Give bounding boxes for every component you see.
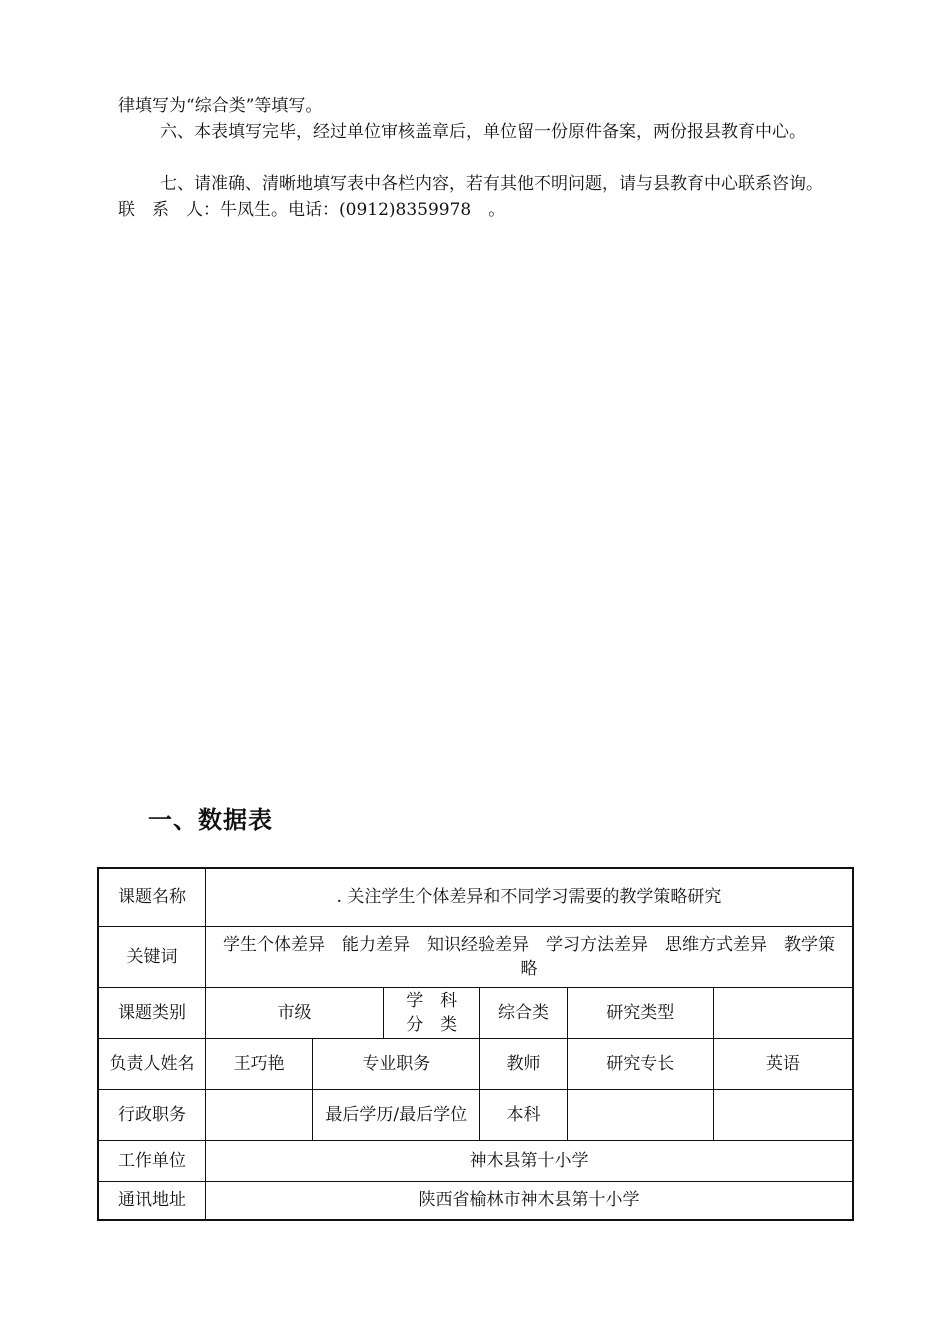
data-table — [97, 867, 854, 1221]
table-row-keywords — [98, 926, 853, 987]
leader-label: 负责人姓名 — [98, 1038, 205, 1089]
table-row-workplace — [98, 1140, 853, 1181]
keywords-value: 学生个体差异 能力差异 知识经验差异 学习方法差异 思维方式差异 教学策略 — [205, 926, 853, 987]
title-label: 专业职务 — [313, 1038, 480, 1089]
topic-value: . 关注学生个体差异和不同学习需要的教学策略研究 — [205, 868, 853, 926]
title-value: 教师 — [480, 1038, 568, 1089]
category-value: 市级 — [205, 987, 383, 1038]
section-title: 一、数据表 — [148, 806, 273, 834]
specialty-value: 英语 — [713, 1038, 853, 1089]
keywords-label: 关键词 — [98, 926, 205, 987]
topic-label: 课题名称 — [98, 868, 205, 926]
instruction-item-6: 六、本表填写完毕，经过单位审核盖章后，单位留一份原件备案，两份报县教育中心。 — [160, 122, 806, 142]
instruction-line-1: 律填写为“综合类”等填写。 — [118, 96, 323, 116]
table-row-admin — [98, 1089, 853, 1140]
workplace-label: 工作单位 — [98, 1140, 205, 1181]
leader-value: 王巧艳 — [205, 1038, 312, 1089]
address-label: 通讯地址 — [98, 1181, 205, 1220]
workplace-value: 神木县第十小学 — [205, 1140, 853, 1181]
admin-value — [205, 1089, 312, 1140]
table-row-leader — [98, 1038, 853, 1089]
category-label: 课题类别 — [98, 987, 205, 1038]
table-row-topic — [98, 868, 853, 926]
specialty-label: 研究专长 — [567, 1038, 713, 1089]
table-row-address — [98, 1181, 853, 1220]
extra-cell-2 — [713, 1089, 853, 1140]
instruction-item-7: 七、请准确、清晰地填写表中各栏内容，若有其他不明问题，请与县教育中心联系咨询。联 系 人：牛凤生。电话：(0912)8359978 。 — [118, 174, 823, 220]
table-row-category — [98, 987, 853, 1038]
research-type-value — [713, 987, 853, 1038]
address-value: 陕西省榆林市神木县第十小学 — [205, 1181, 853, 1220]
education-label: 最后学历/最后学位 — [313, 1089, 480, 1140]
subject-label: 学 科 分 类 — [384, 987, 480, 1038]
research-type-label: 研究类型 — [567, 987, 713, 1038]
admin-label: 行政职务 — [98, 1089, 205, 1140]
extra-cell-1 — [567, 1089, 713, 1140]
education-value: 本科 — [480, 1089, 568, 1140]
subject-value: 综合类 — [480, 987, 568, 1038]
